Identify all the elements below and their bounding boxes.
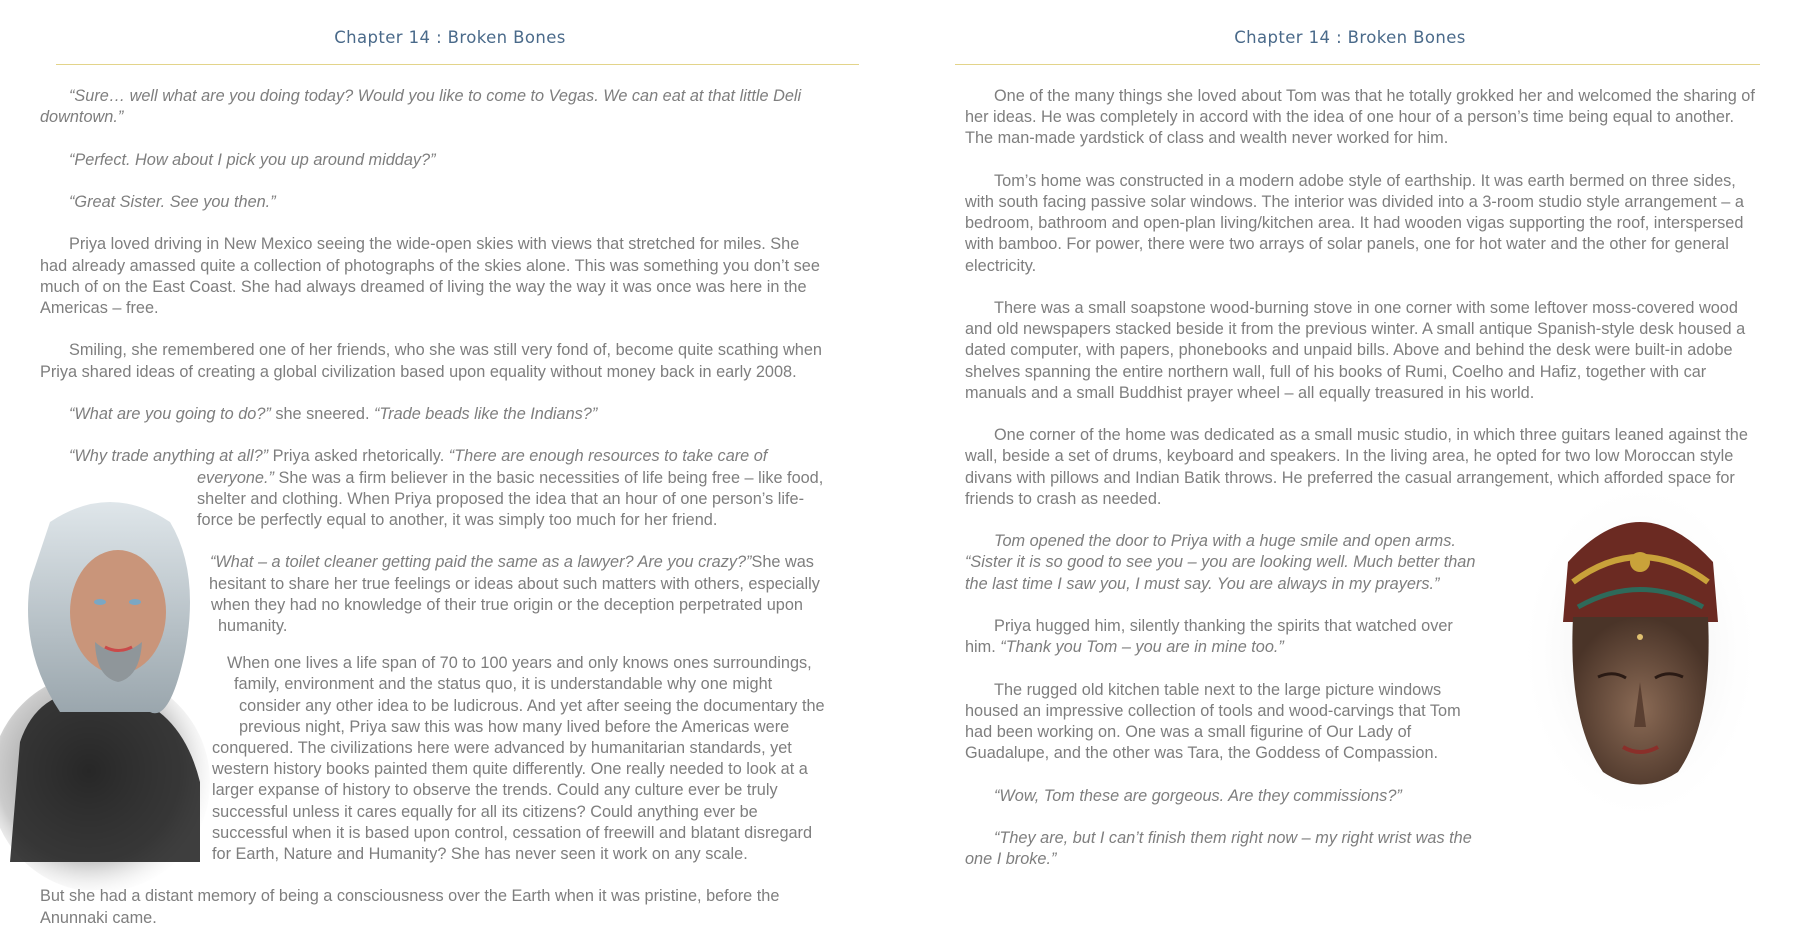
dialogue-quote: “What – a toilet cleaner getting paid the same as a lawyer? Are you crazy?” bbox=[210, 553, 752, 572]
narration-text: She was hesitant to share her true feelings or ideas about such matters with others, especially when they had no knowledge of their true origin or the deception perpetrated upon humanity. bbox=[209, 553, 820, 635]
paragraph: One corner of the home was dedicated as a small music studio, in which three guitars leaned against the wall, beside a set of drums, keyboard and speakers. In the living area, he opted for two low Moroccan style divans with pillows and Indian Batik throws. He preferred the casual arrangement, which afforded space for friends to crash as needed. bbox=[965, 426, 1748, 508]
paragraph: One of the many things she loved about Tom was that he totally grokked her and welcomed the sharing of her ideas. He was completely in accord with the idea of one hour of a person’s time being equal to another. The man-made yardstick of class and wealth never worked for him. bbox=[965, 87, 1755, 148]
dialogue-quote: “Trade beads like the Indians?” bbox=[374, 404, 598, 423]
narration-text: she sneered. bbox=[270, 404, 375, 423]
narration-text: Priya asked rhetorically. bbox=[268, 447, 449, 466]
paragraph bbox=[40, 404, 830, 425]
paragraph: There was a small soapstone wood-burning stove in one corner with some leftover moss-covered wood and old newspapers stacked beside it from the previous winter. A small antique Spanish-style desk housed a dated computer, with papers, phonebooks and unpaid bills. Above and behind the desk were built-in adobe shelves spanning the entire northern wall, full of his books of Rumi, Coelho and Hafiz, together with car manuals and a small Buddhist prayer wheel – all equally treasured in his world. bbox=[965, 299, 1746, 402]
paragraph: The rugged old kitchen table next to the large picture windows housed an impressive collection of tools and wood-carvings that Tom had been working on. One was a small figurine of Our Lady of Guadalupe, and the other was Tara, the Goddess of Compassion. bbox=[965, 680, 1461, 763]
right-header-rule bbox=[955, 64, 1760, 65]
paragraph: “Great Sister. See you then.” bbox=[69, 192, 276, 211]
paragraph: Smiling, she remembered one of her friends, who she was still very fond of, become quite scathing when Priya shared ideas of creating a global civilization based upon equality without money back in early 2008. bbox=[40, 341, 822, 381]
paragraph: Priya loved driving in New Mexico seeing the wide-open skies with views that stretched for miles. She had already amassed quite a collection of photographs of the skies alone. This was something you don’t see much of on the East Coast. She had always dreamed of living the way the way it was once was here in the Americas – free. bbox=[40, 235, 820, 317]
dialogue-quote: “There are enough resources to take care of everyone.” bbox=[197, 447, 768, 487]
left-page-body bbox=[40, 86, 830, 950]
narration-text: She was a firm believer in the basic necessities of life being free – like food, shelter and clothing. When Priya proposed the idea that an hour of one person’s life-force be perfectly equal to another, it was simply too much for her friend. bbox=[197, 468, 824, 529]
paragraph: But she had a distant memory of being a consciousness over the Earth when it was pristine, before the Anunnaki came. bbox=[40, 887, 780, 927]
paragraph: “They are, but I can’t finish them right now – my right wrist was the one I broke.” bbox=[965, 828, 1472, 869]
dialogue-quote: “Why trade anything at all?” bbox=[69, 447, 269, 466]
paragraph: “Wow, Tom these are gorgeous. Are they commissions?” bbox=[994, 786, 1402, 805]
paragraph: Tom opened the door to Priya with a huge smile and open arms. “Sister it is so good to see you – you are looking well. Much better than the last time I saw you, I must say. You are always in my prayers.” bbox=[965, 532, 1476, 593]
left-chapter-header: Chapter 14 : Broken Bones bbox=[334, 28, 566, 47]
paragraph: “Sure… well what are you doing today? Would you like to come to Vegas. We can eat at that little Deli downtown.” bbox=[40, 87, 802, 127]
dialogue-quote: “Thank you Tom – you are in mine too.” bbox=[1000, 638, 1284, 657]
right-chapter-header: Chapter 14 : Broken Bones bbox=[1234, 28, 1466, 47]
dialogue-quote: “What are you going to do?” bbox=[69, 404, 271, 423]
paragraph: “Perfect. How about I pick you up around midday?” bbox=[69, 150, 436, 169]
narration-text: Priya hugged him, silently thanking the spirits that watched over him. bbox=[965, 617, 1453, 657]
right-page-body bbox=[965, 86, 1755, 900]
paragraph: Tom’s home was constructed in a modern adobe style of earthship. It was earth bermed on three sides, with south facing passive solar windows. The interior was divided into a 3-room studio style arrangement – a bedroom, bathroom and open-plan living/kitchen area. It had wooden vigas supporting the roof, interspersed with bamboo. For power, there were two arrays of solar panels, one for hot water and the other for general electricity. bbox=[965, 171, 1744, 275]
paragraph: When one lives a life span of 70 to 100 years and only knows ones surroundings, family, environment and the status quo, it is understandable why one might consider any other idea to be ludicrous. And yet after seeing the documentary the previous night, Priya saw this was how many lived before the Americas were conquered. The civilizations here were advanced by humanitarian standards, yet western history books painted them quite differently. One really needed to look at a larger expanse of history to observe the trends. Could any culture ever be truly successful unless it cares equally for all its citizens? Could anything ever be successful when it is based upon control, cessation of freewill and blatant disregard for Earth, Nature and Humanity? She has never seen it work on any scale. bbox=[212, 654, 825, 863]
left-header-rule bbox=[56, 64, 859, 65]
